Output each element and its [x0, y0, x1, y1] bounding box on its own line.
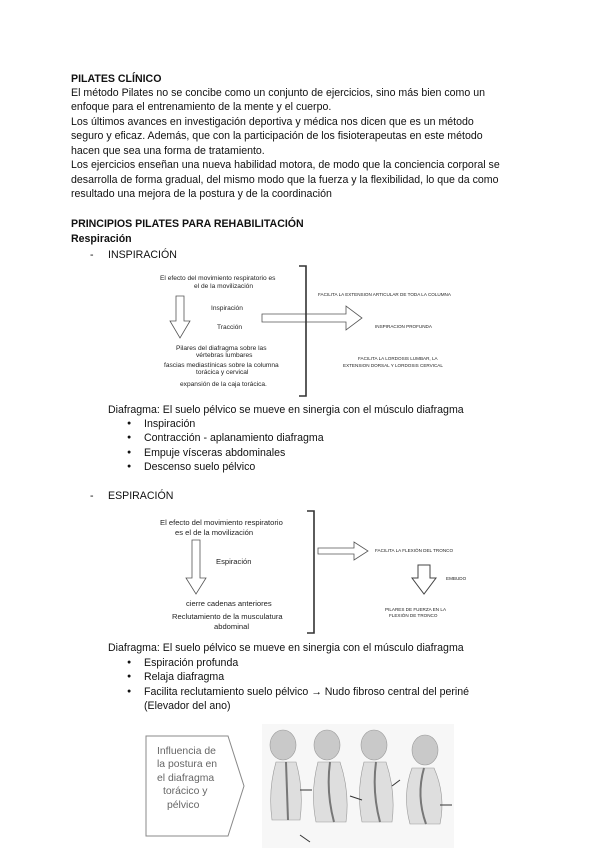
subsection-title: Respiración	[71, 233, 132, 245]
list-item: ● Facilita reclutamiento suelo pélvico → Nudo fibroso central del periné	[144, 685, 469, 699]
list-item-continuation: (Elevador del ano)	[144, 700, 231, 712]
esp-diagram-cierre: cierre cadenas anteriores	[186, 599, 272, 608]
insp-diagram-pilares-2: vértebras lumbares	[196, 352, 253, 359]
list-item: ● Contracción - aplanamiento diafragma	[144, 431, 324, 445]
inspiracion-heading: INSPIRACIÓN	[108, 249, 177, 261]
esp-diagram-reclut-2: abdominal	[214, 622, 250, 631]
caption-line: el diafragma	[157, 773, 215, 784]
list-item: ● Empuje vísceras abdominales	[144, 446, 285, 460]
insp-diagram-right1: FACILITA LA EXTENSION ARTICULAR DE TODA LA COLUMNA	[318, 292, 451, 297]
inspiracion-caption: Diafragma: El suelo pélvico se mueve en sinergia con el músculo diafragma	[108, 404, 464, 416]
intro-line: desarrolla de forma gradual, del mismo modo que la fuerza y la flexibilidad, lo que da como	[71, 174, 499, 186]
esp-diagram-right3b: FLEXIÓN DE TRONCO	[389, 613, 438, 618]
list-item: ● Espiración profunda	[144, 656, 238, 670]
insp-diagram-right3b: EXTENSION DORSAL Y LORDOSIS CERVICAL	[343, 363, 443, 368]
intro-line: El método Pilates no se concibe como un conjunto de ejercicios, sino más bien como un	[71, 87, 485, 99]
insp-diagram-traccion: Tracción	[217, 324, 243, 331]
list-item: ● Descenso suelo pélvico	[144, 460, 255, 474]
intro-line: enfoque para el entrenamiento de la mente y el cuerpo.	[71, 101, 332, 113]
intro-line: resultado una mejora de la postura y de la coordinación	[71, 188, 332, 200]
esp-diagram-reclut: Reclutamiento de la musculatura	[172, 612, 283, 621]
list-item: ● Inspiración	[144, 417, 195, 431]
insp-diagram-right2: INSPIRACION PROFUNDA	[375, 324, 432, 329]
esp-diagram-right1: FACILITA LA FLEXIÓN DEL TRONCO	[375, 548, 454, 553]
espiracion-caption: Diafragma: El suelo pélvico se mueve en sinergia con el músculo diafragma	[108, 642, 464, 654]
esp-diagram-espiracion: Espiración	[216, 557, 252, 566]
esp-diagram-line2: es el de la movilización	[175, 528, 254, 537]
insp-diagram-expansion: expansión de la caja torácica.	[180, 381, 267, 388]
insp-diagram-fascias: fascias mediastínicas sobre la columna	[164, 362, 279, 369]
esp-diagram-right3: PILARES DE FUERZA EN LA	[385, 607, 447, 612]
caption-line: Influencia de	[157, 746, 216, 757]
list-item: ● Relaja diafragma	[144, 670, 224, 684]
caption-line: pélvico	[167, 800, 200, 811]
intro-line: Los ejercicios enseñan una nueva habilidad motora, de modo que la conciencia corporal se	[71, 159, 500, 171]
insp-diagram-fascias-2: torácica y cervical	[196, 369, 249, 376]
insp-diagram-line1: El efecto del movimiento respiratorio es	[160, 275, 276, 282]
intro-line: seguro y eficaz. Además, que con la participación de los fisioterapeutas en este método	[71, 130, 483, 142]
espiracion-heading: ESPIRACIÓN	[108, 490, 174, 502]
insp-diagram-inspiracion: Inspiración	[211, 305, 243, 312]
intro-line: Los últimos avances en investigación deportiva y médica nos dicen que es un método	[71, 116, 474, 128]
insp-diagram-right3: FACILITA LA LORDOSIS LUMBAR, LA	[358, 356, 438, 361]
esp-diagram-line1: El efecto del movimiento respiratorio	[160, 518, 283, 527]
intro-line: hacen que sea una forma de tratamiento.	[71, 145, 265, 157]
dash-marker: -	[90, 249, 94, 261]
section-title: PRINCIPIOS PILATES PARA REHABILITACIÓN	[71, 218, 304, 230]
caption-line: torácico y	[163, 786, 208, 797]
insp-diagram-pilares: Pilares del diafragma sobre las	[176, 345, 267, 352]
insp-diagram-line2: el de la movilización	[194, 283, 254, 290]
caption-line: la postura en	[157, 759, 218, 770]
page-title: PILATES CLÍNICO	[71, 73, 162, 85]
dash-marker: -	[90, 490, 94, 502]
esp-diagram-right2: EMBUDO	[446, 576, 467, 581]
skeleton-figure	[406, 735, 442, 824]
